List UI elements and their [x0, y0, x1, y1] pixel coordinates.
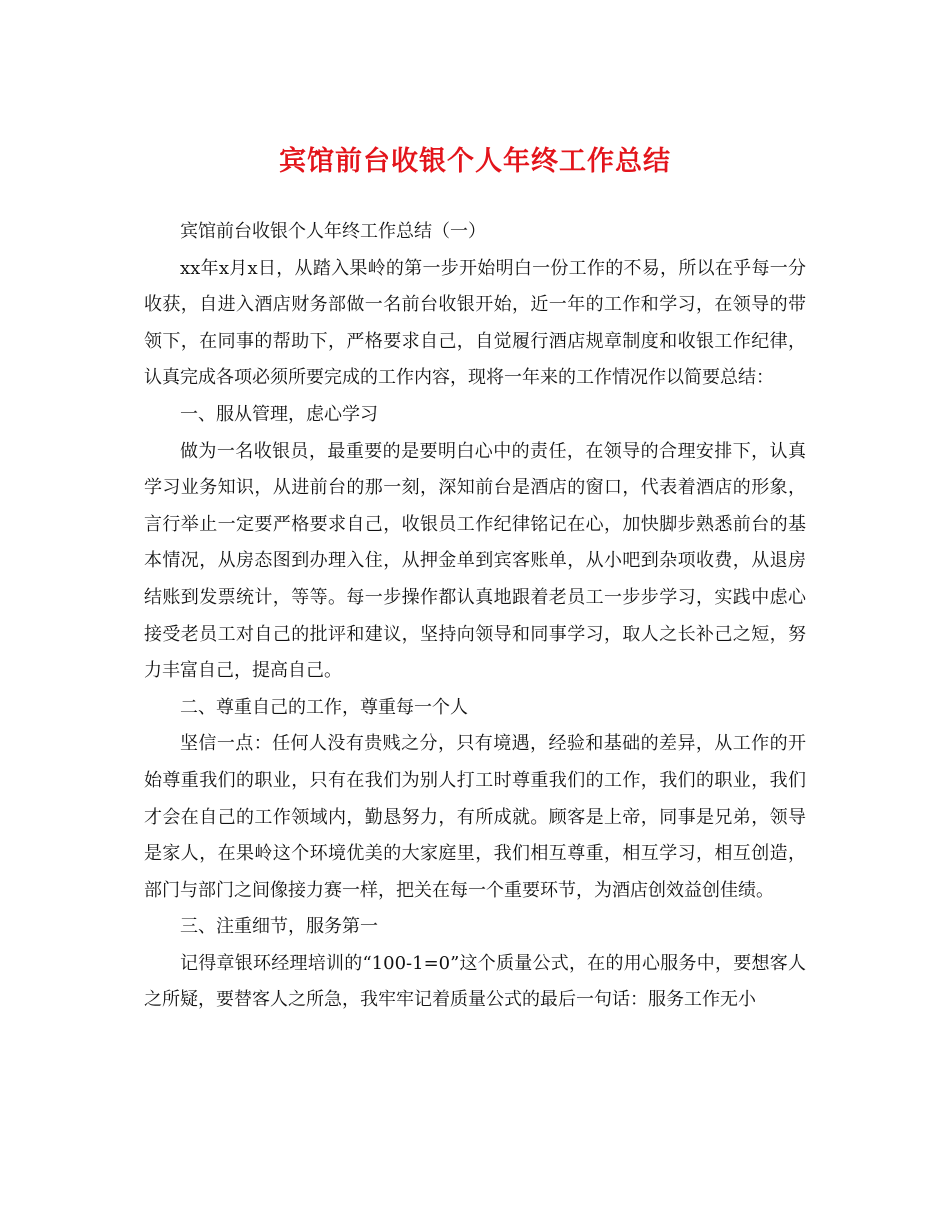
paragraph-intro: xx年x月x日，从踏入果岭的第一步开始明白一份工作的不易，所以在乎每一分收获，自进入酒店财务部做一名前台收银开始，近一年的工作和学习，在领导的带领下，在同事的帮助下，严格要求自己，自觉履行酒店规章制度和收银工作纪律，认真完成各项必须所要完成的工作内容，现将一年来的工作情况作以简要总结： — [144, 257, 806, 389]
paragraph-section-2: 坚信一点：任何人没有贵贱之分，只有境遇，经验和基础的差异，从工作的开始尊重我们的职业，只有在我们为别人打工时尊重我们的工作，我们的职业，我们才会在自己的工作领域内，勤恳努力，有所成就。顾客是上帝，同事是兄弟，领导是家人，在果岭这个环境优美的大家庭里，我们相互尊重，相互学习，相互创造，部门与部门之间像接力赛一样，把关在每一个重要环节，为酒店创效益创佳绩。 — [144, 733, 806, 901]
paragraph-section-1: 做为一名收银员，最重要的是要明白心中的责任，在领导的合理安排下，认真学习业务知识，从进前台的那一刻，深知前台是酒店的窗口，代表着酒店的形象，言行举止一定要严格要求自己，收银员工作纪律铭记在心，加快脚步熟悉前台的基本情况，从房态图到办理入住，从押金单到宾客账单，从小吧到杂项收费，从退房结账到发票统计，等等。每一步操作都认真地跟着老员工一步步学习，实践中虑心接受老员工对自己的批评和建议，坚持向领导和同事学习，取人之长补己之短，努力丰富自己，提高自己。 — [144, 440, 806, 682]
section-heading-2: 二、尊重自己的工作，尊重每一个人 — [180, 696, 468, 718]
document-body — [144, 214, 806, 1019]
section-heading-3: 三、注重细节，服务第一 — [180, 916, 378, 938]
document-title: 宾馆前台收银个人年终工作总结 — [279, 146, 671, 177]
paragraph-subtitle: 宾馆前台收银个人年终工作总结（一） — [180, 221, 486, 242]
section-heading-1: 一、服从管理，虑心学习 — [180, 403, 378, 425]
paragraph-section-3: 记得章银环经理培训的“100-1=0”这个质量公式，在的用心服务中，要想客人之所疑，要替客人之所急，我牢牢记着质量公式的最后一句话：服务工作无小 — [144, 952, 806, 1011]
